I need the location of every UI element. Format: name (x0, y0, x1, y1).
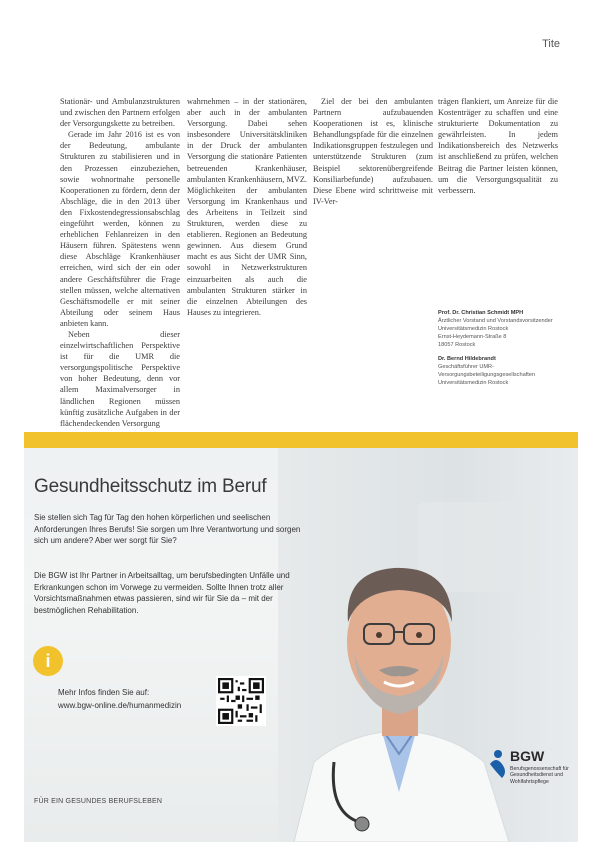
doctor-photo (274, 492, 524, 842)
more-info-url-link[interactable]: www.bgw-online.de/humanmedizin (58, 701, 182, 710)
author-name: Dr. Bernd Hildebrandt (438, 356, 496, 362)
author-line: 18057 Rostock (438, 342, 476, 348)
author-line: Ernst-Heydemann-Straße 8 (438, 334, 507, 340)
ad-accent-bar (24, 432, 578, 448)
section-title: Tite (542, 38, 560, 50)
article-column-4 (438, 96, 558, 196)
ad-intro-text: Sie stellen sich Tag für Tag den hohen körperlichen und seelischen Anforderungen Ihres Berufs! Sie sorgen um Ihre Verantwortung und sorgen sich um andere? Aber wer sorgt für Sie? (34, 513, 301, 546)
paragraph: Stationär- und Ambulanzstrukturen und zwischen den Partnern erfolgen der Versorgungskette zu betreiben. (60, 97, 180, 129)
bgw-logo-word: BGW (510, 748, 545, 764)
bgw-advertisement (24, 432, 578, 842)
article-column-3 (313, 96, 433, 207)
author-info (438, 309, 554, 387)
more-info-label: Mehr Infos finden Sie auf: (58, 688, 150, 697)
paragraph: Neben dieser einzelwirtschaftlichen Perspektive ist für die UMR die versorgungspolitische Perspektive von hoher Bedeutung, denn vor allem Maximalversorger in ländlichen Regionen müssen künftig zusätzliche Aufgaben in der flächendeckenden Versorgung (60, 329, 180, 428)
ad-body-text: Die BGW ist Ihr Partner in Arbeitsalltag, um berufsbedingten Unfälle und Erkrankungen schon im Vorwege zu vermeiden. Sollte Ihnen trotz aller Vorsichtsmaßnahmen etwas passieren, sind wir für Sie da – mit der bestmöglichen Rehabilitation. (34, 571, 290, 615)
ad-slogan: FÜR EIN GESUNDES BERUFSLEBEN (34, 798, 163, 805)
author-line: Geschäftsführer UMR-Versorgungsbeteiligungsgesellschaften (438, 364, 536, 378)
qr-code-icon (216, 676, 266, 726)
paragraph: Ziel der bei den ambulanten Partnern aufzubauenden Kooperationen ist es, klinische Behandlungspfade für die einzelnen Indikationsgruppen festzulegen und unterstützende Strukturen (zum Beispiel sektorenübergreifende Konsiliarbefunde) aufzubauen. Diese Ebene wird schrittweise mit IV-Ver- (313, 97, 433, 206)
more-info (58, 686, 181, 712)
ad-title: Gesundheitsschutz im Beruf (34, 476, 267, 497)
bgw-logo-subtitle: Berufsgenossenschaft für Gesundheitsdienst und Wohlfahrtspflege (510, 766, 569, 785)
article-body (60, 96, 558, 428)
paragraph: wahrnehmen – in der stationären, aber auch in der ambulanten Versorgung. Dabei sehen insbesondere Universitätskliniken in der Druck der ambulanten Versorgung die stationäre Patienten betreuenden Krankenhäuser, ambulanten Krankenhäusern, MVZ. Möglichkeiten der ambulanten Versorgung im Krankenhaus und des Arbeitens in Teilzeit sind Strukturen, werden diese zu etablieren. Regionen an Bedeutung gewinnen. Aus diesem Grund macht es aus Sicht der UMR Sinn, sowohl in Netzwerkstrukturen einzuarbeiten als auch die ambulanten Strukturen stärker in die einzelnen Abteilungen des Hauses zu integrieren. (187, 97, 307, 317)
author-line: Ärztlicher Vorstand und Vorstandsvorsitzender (438, 318, 553, 324)
paragraph: Gerade im Jahr 2016 ist es von der Bedeutung, ambulante Strukturen zu stabilisieren und in den Prozessen einzubeziehen, sowie wohnortnahe personelle Kooperationen zu fördern, denn der Abschläge, die in den 2013 über den Fixkostendegressionsabschlag eingeführt werden, können zu erheblichen Fehlanreizen in den Häusern führen. Spätestens wenn diese Abschläge Krankenhäuser erreichen, wird sich der ein oder andere Geschäftsführer die Frage stellen müssen, welche alternativen Geschäftsmodelle er mit seiner Abteilung oder seinem Haus anbieten kann. (60, 130, 180, 328)
author-line: Universitätsmedizin Rostock (438, 380, 509, 386)
info-icon: i (33, 646, 63, 676)
page-header (0, 0, 606, 60)
article-column-2 (187, 96, 307, 318)
paragraph: trägen flankiert, um Anreize für die Kostenträger zu schaffen und eine strukturierte Dokumentation zu gewährleisten. In jedem Indikationsbereich des Netzwerks ist anschließend zu prüfen, welchen Beitrag die Partner leisten können, um die Versorgungsqualität zu verbessern. (438, 97, 558, 195)
author-name: Prof. Dr. Christian Schmidt MPH (438, 310, 524, 316)
author-line: Universitätsmedizin Rostock (438, 326, 509, 332)
article-column-1 (60, 96, 180, 429)
